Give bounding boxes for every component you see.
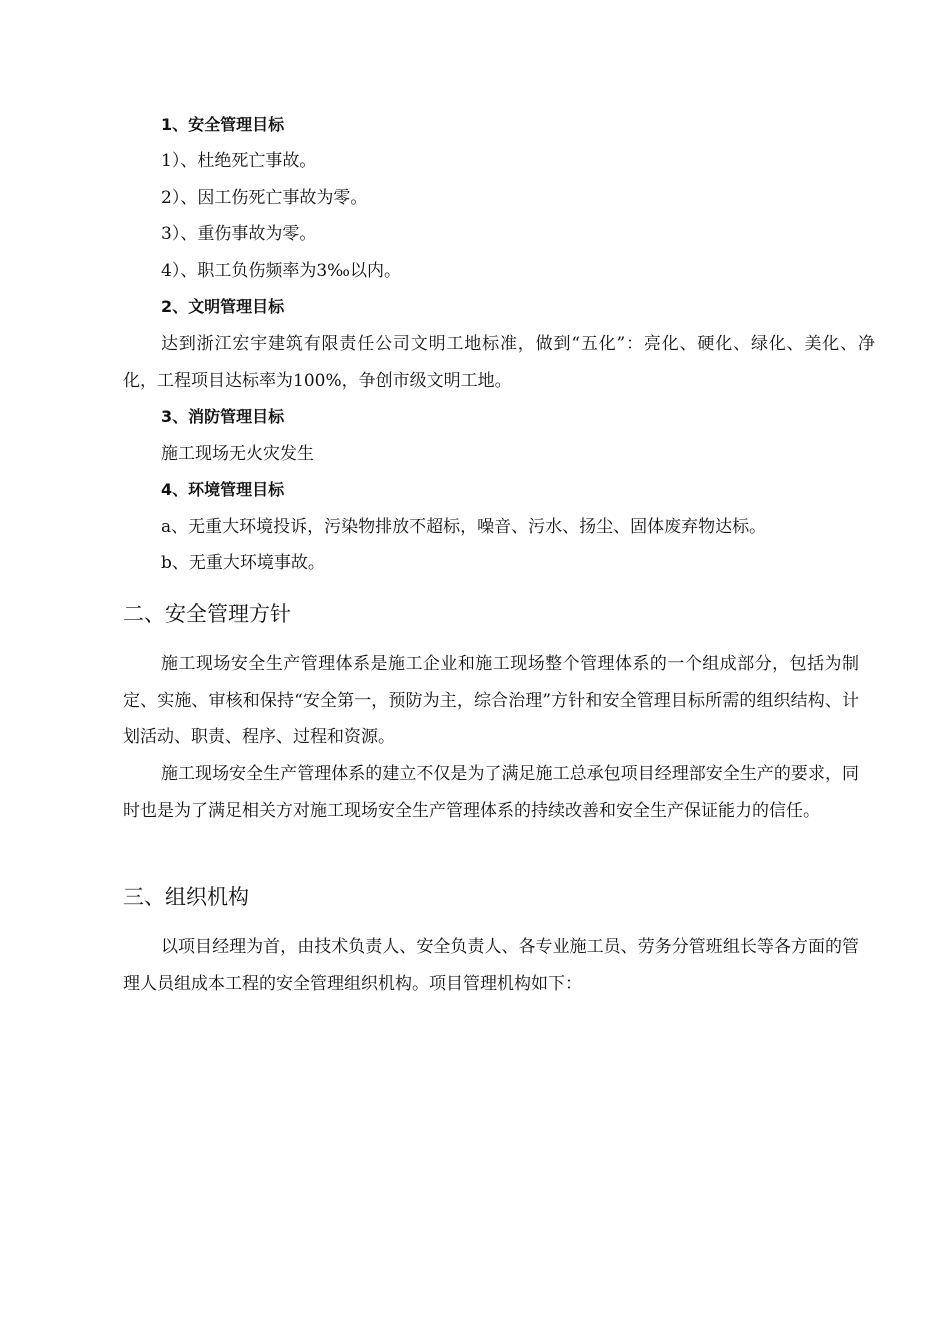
fire-goal-text: 施工现场无火灾发生 [161, 444, 314, 464]
safety-goal-item: 1）、杜绝死亡事故。 [161, 151, 317, 171]
environment-goal-item: b、无重大环境事故。 [161, 553, 325, 573]
safety-policy-paragraph: 施工现场安全生产管理体系是施工企业和施工现场整个管理体系的一个组成部分，包括为制定、实施、审核和保持“安全第一，预防为主，综合治理”方针和安全管理目标所需的组织结构、计划活动、职责、程序、过程和资源。 [123, 654, 859, 747]
section-heading-safety-policy: 二、安全管理方针 [123, 602, 291, 626]
organization-paragraph: 以项目经理为首，由技术负责人、安全负责人、各专业施工员、劳务分管班组长等各方面的管理人员组成本工程的安全管理组织机构。项目管理机构如下： [123, 937, 859, 994]
safety-policy-paragraph: 施工现场安全生产管理体系的建立不仅是为了满足施工总承包项目经理部安全生产的要求，同时也是为了满足相关方对施工现场安全生产管理体系的持续改善和安全生产保证能力的信任。 [123, 764, 859, 821]
section-heading-organization: 三、组织机构 [123, 885, 249, 909]
civilized-goal-heading: 2、文明管理目标 [161, 297, 285, 316]
safety-goal-heading: 1、安全管理目标 [161, 115, 285, 134]
safety-goal-item: 3）、重伤事故为零。 [161, 224, 317, 244]
fire-goal-heading: 3、消防管理目标 [161, 407, 285, 426]
safety-goal-item: 2）、因工伤死亡事故为零。 [161, 188, 368, 208]
safety-goal-item: 4）、职工负伤频率为3‰以内。 [161, 261, 401, 281]
civilized-goal-text: 达到浙江宏宇建筑有限责任公司文明工地标准，做到“五化”：亮化、硬化、绿化、美化、净化，工程项目达标率为100%，争创市级文明工地。 [123, 334, 875, 391]
environment-goal-heading: 4、环境管理目标 [161, 480, 285, 499]
environment-goal-item: a、无重大环境投诉，污染物排放不超标，噪音、污水、扬尘、固体废弃物达标。 [161, 517, 767, 537]
